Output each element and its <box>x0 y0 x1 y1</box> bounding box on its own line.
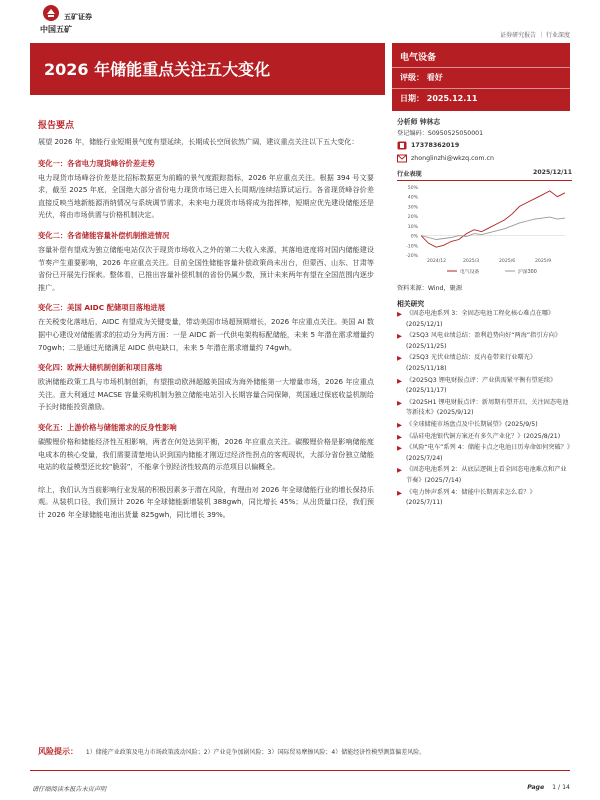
phone-number: 17378362019 <box>411 142 460 149</box>
chart-date: 2025/12/11 <box>533 169 572 176</box>
mail-icon <box>397 154 407 163</box>
footer-divider <box>30 770 570 771</box>
x-tick-label: 2025/9 <box>535 259 552 264</box>
related-research-text: 《全球储能市场盘点及中长期展望》(2025/9/5) <box>406 420 538 428</box>
change-title: 变化五：上游价格与储能需求的反身性影响 <box>38 422 177 432</box>
email-link[interactable]: zhonglinzhi@wkzq.com.cn <box>411 155 494 162</box>
change-section-3 <box>38 303 374 354</box>
related-research-item[interactable] <box>397 432 572 443</box>
related-research-item[interactable] <box>397 376 572 397</box>
bullet-arrow-icon: ▶ <box>397 398 402 407</box>
chart-title: 行业表现 <box>397 171 422 178</box>
related-research-text: 《2025H1 锂电财报点评：新周期有望开启，关注固态电池等新技术》(2025/9/12) <box>406 398 569 417</box>
y-tick-label: -10% <box>406 244 418 250</box>
related-research-item[interactable] <box>397 420 572 431</box>
change-section-2 <box>38 231 374 294</box>
y-tick-label: 0% <box>410 234 418 240</box>
phone-icon <box>397 141 407 150</box>
change-body: 欧洲储能政策工具与市场机制创新，有望推动欧洲超越美国成为海外储能第一大增量市场，2026 年应重点关注。意大利通过 MACSE 容量采购机制为独立储能电站引入长期容量合同保障，英国通过保底收益机制给予长时储能投资激励。 <box>38 377 374 412</box>
related-research-text: 《晶硅电池银代铜方案还有多久产业化？》(2025/8/21) <box>406 432 561 440</box>
risk-label: 风险提示： <box>38 747 78 756</box>
y-tick-label: -20% <box>406 254 418 259</box>
change-section-5 <box>38 423 374 474</box>
change-title: 变化一：各省电力现货峰谷价差走势 <box>38 158 155 168</box>
chart-header <box>397 169 572 181</box>
x-tick-label: 2025/6 <box>499 259 516 264</box>
legend-label: 沪深300 <box>518 270 537 275</box>
related-research-text: 《25Q3 风电业绩总结：盈利趋势向好“两海”指引方向》(2025/11/25) <box>406 332 561 350</box>
bullet-arrow-icon: ▶ <box>397 354 402 363</box>
x-tick-label: 2024/12 <box>427 259 447 264</box>
summary-conclusion: 综上，我们认为当前影响行业发展的积极因素多于潜在风险，有理由对 2026 年全球储能行业的增长保持乐观。从装机口径，我们预计 2026 年全球储能新增装机 388gwh，同比增长 45%；从出货量口径，我们预计 2026 年全球储能电池出货量 825gwh，同比增长 39%。 <box>38 484 374 519</box>
page-number <box>527 784 570 791</box>
related-research-item[interactable] <box>397 398 572 419</box>
change-body: 容量补偿有望成为独立储能电站仅次于现货市场收入之外的第二大收入来源，其落地进度将对国内储能建设节奏产生重要影响，2026 年应重点关注。目前全国性储能容量补偿政策尚未出台，但蒙西、山东、甘肃等省份已开展先行探索。整体看，已推出容量补偿机制的省份仍属少数，预计未来两年有望在全国范围内逐步推广。 <box>38 244 374 292</box>
related-research-text: 《固态电池系列 2：从底层逻辑上看全固态电池难点和产业节奏》(2025/7/14) <box>406 466 567 484</box>
rating-panel <box>392 43 570 111</box>
performance-line-chart <box>397 181 572 277</box>
related-research-item[interactable] <box>397 353 572 374</box>
industry-performance-chart <box>397 169 572 294</box>
change-body: 电力现货市场峰谷价差是比招标数据更为前瞻的景气度跟踪指标，2026 年应重点关注。根据 394 号文要求，截至 2025 年底，全国绝大部分省份电力现货市场已进入长周期/连续结算试运行。各省现货峰谷价差直接反映当地新能源消纳情况与系统调节需求，未来电力现货市场将成为指挥棒，短期应优先建设储能还是光伏，将由市场供需与价格机制决定。 <box>38 172 374 220</box>
change-title: 变化四：欧洲大储机制创新和项目落地 <box>38 363 163 373</box>
related-research-heading: 相关研究 <box>397 300 425 308</box>
related-research-text: 《固态电池系列 3：全固态电池工程化核心难点在哪》(2025/12/1) <box>406 310 555 328</box>
series-line-2 <box>421 217 565 239</box>
analyst-phone <box>397 139 572 152</box>
bullet-arrow-icon: ▶ <box>397 420 402 429</box>
related-research-item[interactable] <box>397 465 572 486</box>
title-banner <box>30 43 385 95</box>
related-research-text: 《电力钟声系列 4：储能中长期需求怎么看？》(2025/7/11) <box>406 488 536 507</box>
risk-text: 1）储能产业政策及电力市场政策波动风险；2）产业竞争加剧风险；3）国际贸易摩擦风险；4）储能经济性模型测算偏差风险。 <box>85 749 426 756</box>
bullet-arrow-icon: ▶ <box>397 488 402 497</box>
bullet-arrow-icon: ▶ <box>397 432 402 441</box>
change-title: 变化三：美国 AIDC 配储项目落地进展 <box>38 303 166 313</box>
bullet-arrow-icon: ▶ <box>397 376 402 385</box>
y-tick-label: 40% <box>407 195 418 201</box>
y-tick-label: 20% <box>407 215 418 221</box>
analyst-name: 分析师 钟林志 <box>397 118 441 126</box>
page-count: 1 / 14 <box>552 784 570 791</box>
change-body: 在关税变化落地后，AIDC 有望成为关键变量，带动美国市场超预期增长，2026 年应重点关注。美国 AI 数据中心建设对储能需求的拉动分为两方面：一是 AIDC 新一代供电架构标配储能，未来 5 年潜在需求增量约 70gwh；二是通过光储满足 AIDC 供电缺口，未来 5 年潜在需求增量约 74gwh。 <box>38 317 374 352</box>
bullet-arrow-icon: ▶ <box>397 310 402 318</box>
summary-heading: 报告要点 <box>38 121 75 131</box>
change-body: 碳酸锂价格和储能经济性互相影响，两者在何处达到平衡，2026 年应重点关注。碳酸锂价格是影响储能度电成本的核心变量，我们需要清楚地认识到国内储能才刚迈过经济性拐点的客观现状，大部分省份独立储能电站的收益模型还比较“脆弱”，不能拿个别经济性较高的示范项目以偏概全。 <box>38 436 374 472</box>
summary-intro: 展望 2026 年，储能行业短期景气度有望延续，长期成长空间依然广阔，建议重点关注以下五大变化： <box>38 137 359 146</box>
analyst-email[interactable] <box>397 152 572 165</box>
y-tick-label: 50% <box>407 186 418 191</box>
sidebar <box>397 116 572 509</box>
change-section-1 <box>38 159 374 222</box>
rating-label: 评级： 看好 <box>400 73 443 82</box>
related-research-item[interactable] <box>397 443 572 464</box>
divider <box>392 88 570 89</box>
related-research-item[interactable] <box>397 309 572 330</box>
legend-label: 电气设备 <box>460 270 480 275</box>
breadcrumb: 证券研究报告 ｜ 行业深度 <box>500 32 570 39</box>
page-title: 2026 年储能重点关注五大变化 <box>44 60 271 79</box>
related-research-item[interactable] <box>397 331 572 352</box>
date-label: 日期： 2025.12.11 <box>400 94 478 103</box>
report-summary <box>38 118 374 521</box>
risk-warning <box>38 746 572 757</box>
company-name: 中国五矿 <box>40 25 72 34</box>
analyst-reg-code: 登记编码：S0950525050001 <box>397 130 484 137</box>
change-section-4 <box>38 363 374 414</box>
bullet-arrow-icon: ▶ <box>397 444 402 453</box>
y-tick-label: 30% <box>407 205 418 211</box>
y-tick-label: 10% <box>407 224 418 230</box>
related-research-text: 《25Q3 光伏业绩总结：反内卷带来行业曙光》(2025/11/18) <box>406 354 537 372</box>
sector-label: 电气设备 <box>400 53 437 63</box>
change-title: 变化二：各省储能容量补偿机制推进情况 <box>38 230 170 240</box>
chart-source: 资料来源：Wind，聚源 <box>397 285 463 292</box>
related-research-text: 《2025Q3 锂电财报点评：产业供需紧平衡有望延续》(2025/11/17) <box>406 376 557 395</box>
bullet-arrow-icon: ▶ <box>397 332 402 341</box>
related-research-list <box>397 309 572 509</box>
x-tick-label: 2025/3 <box>463 259 480 264</box>
related-research-text: 《风险“电车”系列 4：储能卡点之电池日历寿命如何突破？》(2025/7/24) <box>406 444 570 462</box>
securities-name: 五矿证券 <box>64 13 92 21</box>
page-label: Page <box>527 784 545 791</box>
bullet-arrow-icon: ▶ <box>397 466 402 475</box>
page-header <box>0 0 600 40</box>
footer-disclaimer: 请仔细阅读本报告末页声明 <box>32 786 107 793</box>
divider <box>392 67 570 68</box>
related-research-item[interactable] <box>397 488 572 509</box>
company-logo-icon <box>42 4 60 22</box>
